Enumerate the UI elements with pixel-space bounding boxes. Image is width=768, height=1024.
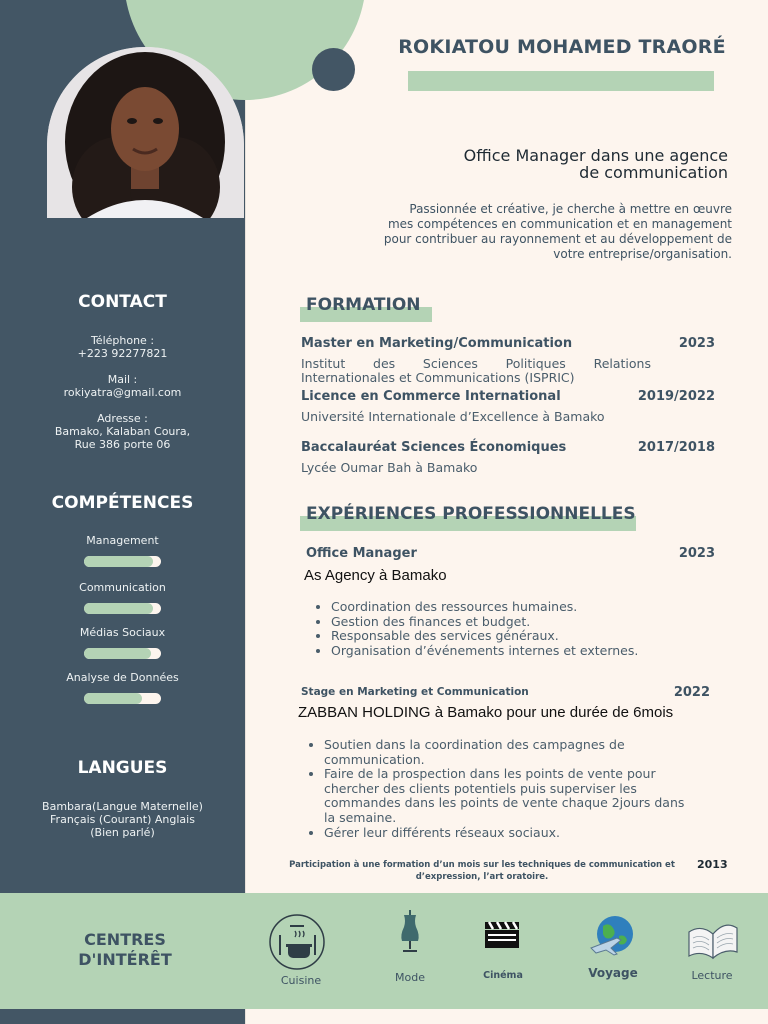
training-note: Participation à une formation d’un mois sur les techniques de communication et d’expression, l’art oratoire. — [289, 860, 675, 882]
experience-role-1: Office Manager — [306, 546, 417, 561]
language-line2: Français (Courant) Anglais — [50, 813, 195, 826]
mail-label: Mail : — [107, 373, 138, 386]
skill-label: Management — [86, 534, 159, 547]
education-degree-2: Licence en Commerce International — [301, 389, 561, 404]
education-degree-1: Master en Marketing/Communication — [301, 336, 573, 351]
skills-title: COMPÉTENCES — [51, 493, 194, 513]
interest-label-mode: Mode — [395, 971, 425, 984]
interest-cuisine — [268, 913, 326, 975]
experience-bullets-2 — [306, 738, 691, 840]
languages-title: LANGUES — [77, 758, 168, 778]
education-degree-3: Baccalauréat Sciences Économiques — [301, 440, 567, 455]
language-line3: (Bien parlé) — [90, 826, 155, 839]
experience-title: EXPÉRIENCES PROFESSIONNELLES — [306, 504, 636, 524]
globe-plane-icon — [589, 914, 635, 958]
bullet-item: • Organisation d’événements internes et externes. — [331, 644, 713, 659]
address-line1: Bamako, Kalaban Coura, — [54, 425, 191, 438]
training-year: 2013 — [697, 858, 728, 871]
interest-voyage — [589, 914, 635, 962]
cooking-pot-icon — [268, 913, 326, 971]
profile-summary: Passionnée et créative, je cherche à mettre en œuvre mes compétences en communication et en management pour contribuer au rayonnement et au développement de votre entreprise/organisation. — [383, 202, 732, 261]
skill-bar — [84, 648, 161, 659]
open-book-icon — [687, 918, 739, 960]
skill-bar-fill — [84, 693, 142, 704]
interests-title-line1: CENTRES — [84, 930, 166, 949]
interest-label-voyage: Voyage — [588, 966, 638, 980]
decorative-circle-dark — [312, 48, 355, 91]
bullet-item: • Soutien dans la coordination des campagnes de communication. — [324, 738, 691, 767]
interest-label-cuisine: Cuisine — [280, 974, 322, 987]
dress-form-icon — [398, 910, 422, 952]
person-name: ROKIATOU MOHAMED TRAORÉ — [398, 36, 726, 58]
interest-mode — [398, 910, 422, 956]
interests-title — [57, 930, 193, 970]
interest-cinema — [484, 920, 520, 954]
interests-title-line2: D'INTÉRÊT — [78, 950, 172, 969]
skill-bar-fill — [84, 603, 153, 614]
skill-bar-fill — [84, 556, 153, 567]
interest-label-lecture: Lecture — [691, 969, 733, 982]
address-label: Adresse : — [97, 412, 148, 425]
divider — [245, 0, 246, 1024]
language-line1: Bambara(Langue Maternelle) — [42, 800, 203, 813]
education-year-3: 2017/2018 — [637, 440, 715, 455]
mail-value[interactable]: rokiyatra@gmail.com — [63, 386, 182, 399]
job-title: Office Manager dans une agence de communication — [463, 146, 728, 182]
education-year-1: 2023 — [678, 336, 715, 351]
contact-title: CONTACT — [78, 292, 167, 312]
name-underline-bar — [408, 71, 714, 91]
skill-bar — [84, 556, 161, 567]
experience-role-2: Stage en Marketing et Communication — [301, 686, 529, 698]
interest-label-cinema: Cinéma — [483, 970, 523, 981]
skill-label: Médias Sociaux — [79, 626, 166, 639]
address-line2: Rue 386 porte 06 — [74, 438, 171, 451]
footer-sidebar-strip — [0, 1009, 245, 1024]
experience-year-1: 2023 — [678, 546, 715, 561]
skill-label: Communication — [79, 581, 166, 594]
skill-bar-fill — [84, 648, 151, 659]
clapperboard-icon — [484, 920, 520, 950]
skill-bar — [84, 603, 161, 614]
education-year-2: 2019/2022 — [637, 389, 715, 404]
interest-lecture — [687, 918, 739, 964]
education-school-1: Institut des Sciences Politiques Relations Internationales et Communications (ISPRIC) — [301, 356, 651, 385]
experience-org-1: As Agency à Bamako — [304, 567, 447, 584]
bullet-item: • Gérer leur différents réseaux sociaux. — [324, 826, 691, 841]
phone-label: Téléphone : — [90, 334, 155, 347]
bullet-item: • Gestion des finances et budget. — [331, 615, 713, 630]
formation-title: FORMATION — [306, 295, 421, 315]
skill-bar — [84, 693, 161, 704]
bullet-item: • Coordination des ressources humaines. — [331, 600, 713, 615]
education-school-3: Lycée Oumar Bah à Bamako — [301, 460, 478, 475]
experience-year-2: 2022 — [673, 685, 710, 700]
skill-label: Analyse de Données — [66, 671, 179, 684]
bullet-item: • Responsable des services généraux. — [331, 629, 713, 644]
experience-org-2: ZABBAN HOLDING à Bamako pour une durée de 6mois — [298, 704, 674, 721]
experience-bullets-1 — [313, 600, 713, 658]
bullet-item: • Faire de la prospection dans les points de vente pour chercher des clients potentiels puis superviser les commandes dans les points de vente chaque 2jours dans la semaine. — [324, 767, 691, 825]
education-school-2: Université Internationale d’Excellence à Bamako — [301, 409, 605, 424]
phone-value[interactable]: +223 92277821 — [77, 347, 168, 360]
